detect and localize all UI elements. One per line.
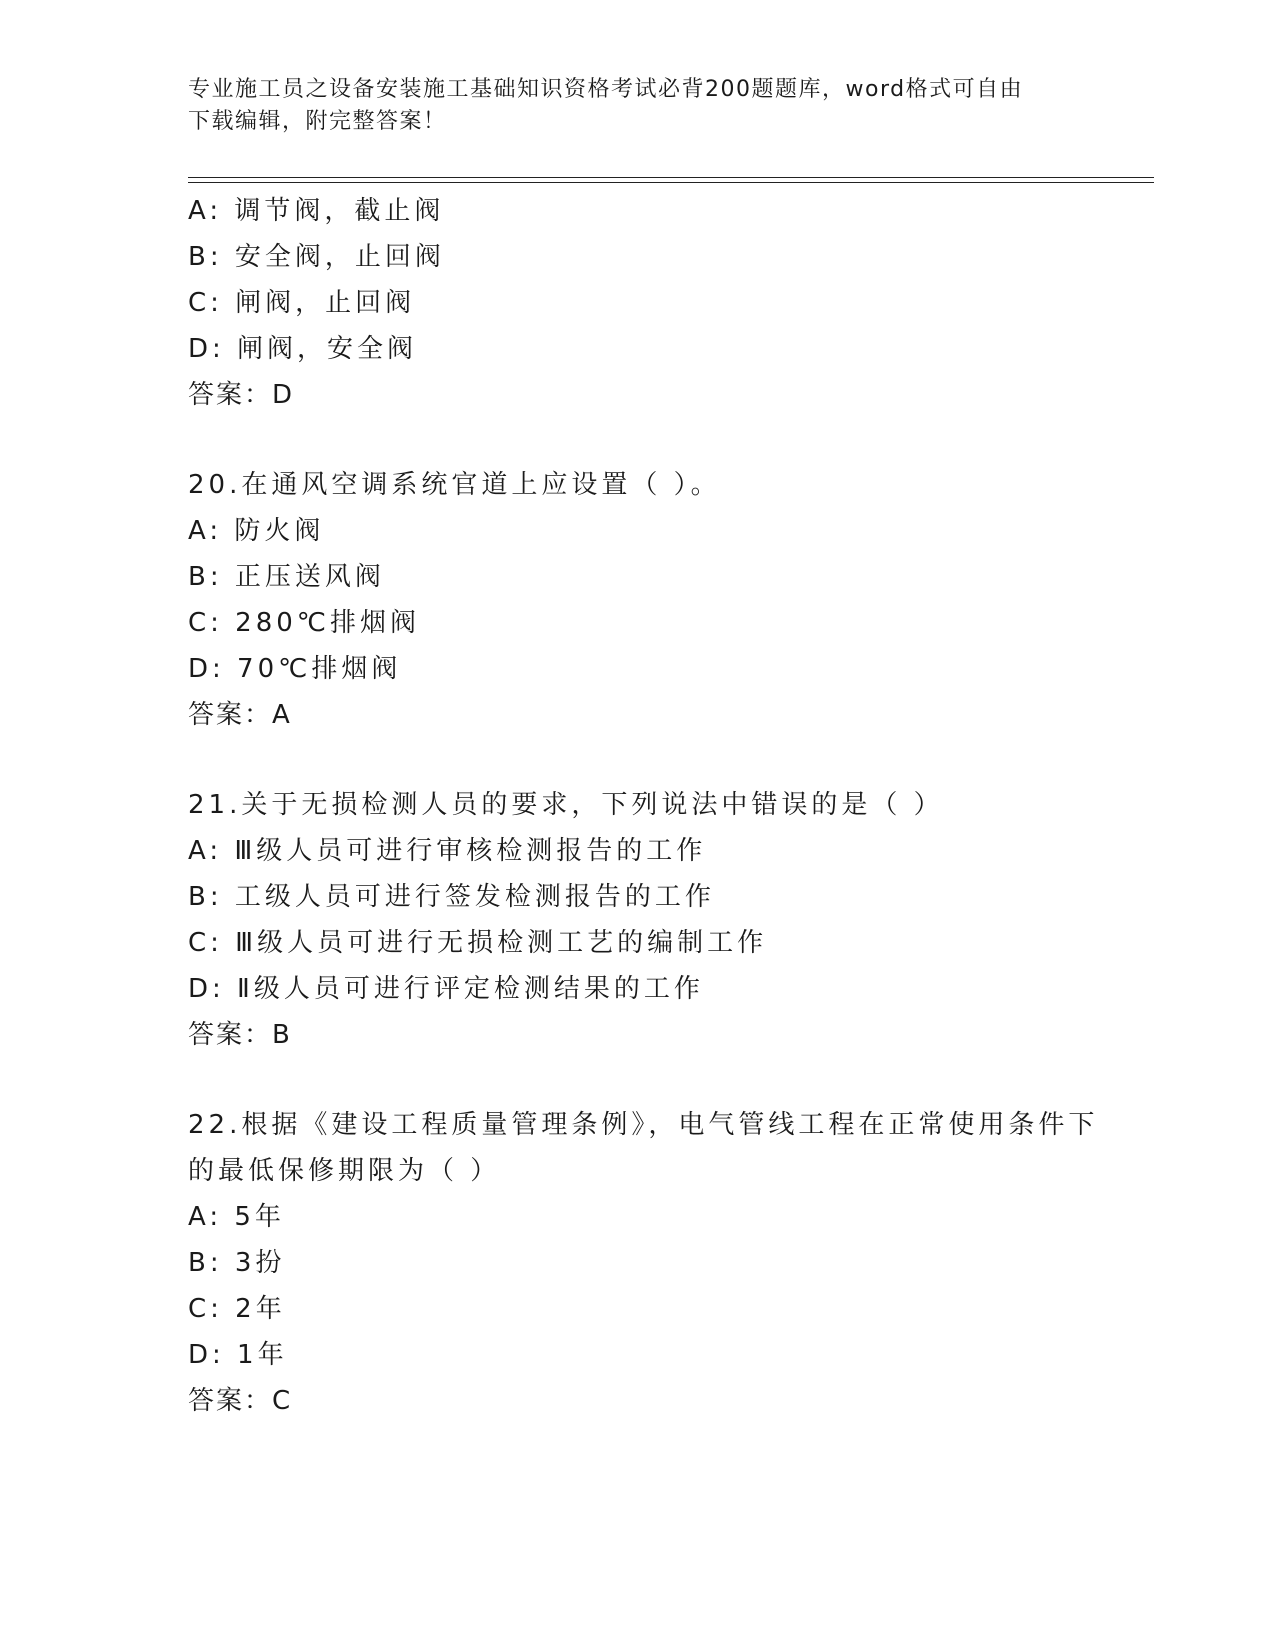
header-divider-bottom (188, 182, 1154, 183)
question-21 (188, 782, 1154, 1058)
question-list (188, 188, 1154, 1424)
option-d: D: 70℃排烟阀 (188, 654, 402, 684)
option-a: A: 调节阀，截止阀 (188, 196, 445, 226)
answer: 答案：D (188, 380, 295, 410)
question-spacer (188, 418, 1154, 462)
option-b: B: 正压送风阀 (188, 562, 385, 592)
answer: 答案：A (188, 700, 292, 730)
option-d: D: 1年 (188, 1340, 288, 1370)
answer: 答案：B (188, 1020, 292, 1050)
option-c: C: 280℃排烟阀 (188, 608, 421, 638)
option-a: A: 防火阀 (188, 516, 325, 546)
option-d: D: Ⅱ级人员可进行评定检测结果的工作 (188, 974, 704, 1004)
header-title-line-1: 专业施工员之设备安装施工基础知识资格考试必背200题题库，word格式可自由 (188, 77, 1024, 102)
question-text: 21.关于无损检测人员的要求，下列说法中错误的是（ ） (188, 790, 944, 820)
option-a: A: 5年 (188, 1202, 285, 1232)
answer: 答案：C (188, 1386, 293, 1416)
option-b: B: 安全阀，止回阀 (188, 242, 445, 272)
question-spacer (188, 738, 1154, 782)
option-c: C: Ⅲ级人员可进行无损检测工艺的编制工作 (188, 928, 768, 958)
option-b: B: 3扮 (188, 1248, 286, 1278)
option-c: C: 闸阀，止回阀 (188, 288, 416, 318)
question-22 (188, 1102, 1154, 1424)
option-b: B: 工级人员可进行签发检测报告的工作 (188, 882, 715, 912)
question-text-line-2: 的最低保修期限为（ ） (188, 1156, 501, 1186)
document-header (188, 74, 1068, 138)
question-text-line-1: 22.根据《建设工程质量管理条例》，电气管线工程在正常使用条件下 (188, 1110, 1099, 1140)
question-19 (188, 188, 1154, 418)
option-a: A: Ⅲ级人员可进行审核检测报告的工作 (188, 836, 707, 866)
option-d: D: 闸阀，安全阀 (188, 334, 418, 364)
header-divider-top (188, 177, 1154, 178)
question-text: 20.在通风空调系统官道上应设置（ ）。 (188, 470, 721, 500)
question-20 (188, 462, 1154, 738)
header-title-line-2: 下载编辑，附完整答案！ (188, 109, 447, 134)
option-c: C: 2年 (188, 1294, 286, 1324)
question-spacer (188, 1058, 1154, 1102)
